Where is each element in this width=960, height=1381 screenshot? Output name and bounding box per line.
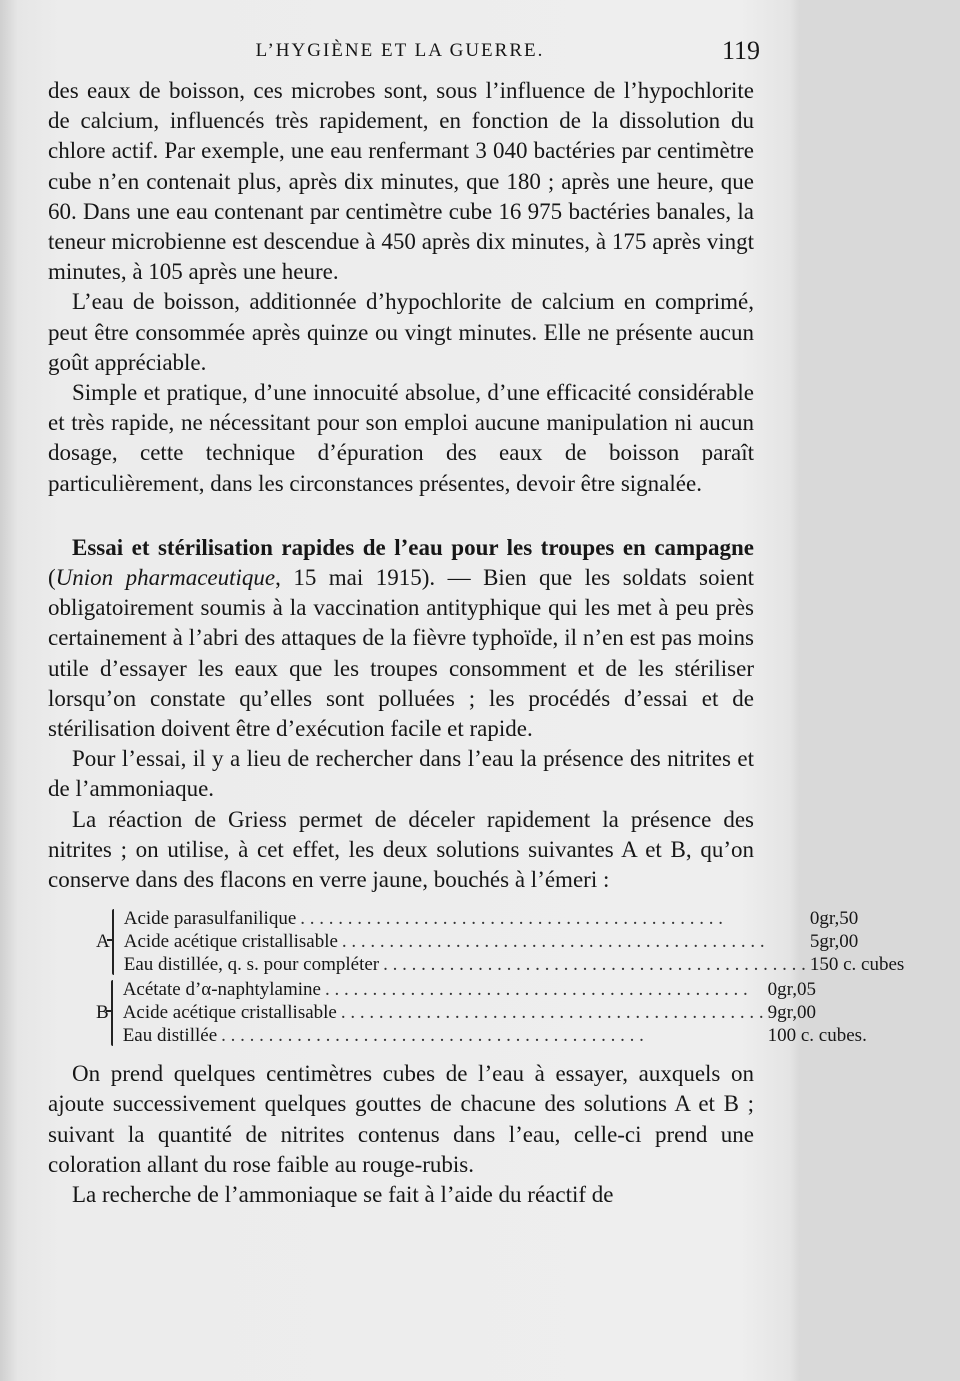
solution-a-items [124,907,960,976]
solution-b-brace [111,980,113,1046]
paragraph-8: La recherche de l’ammoniaque se fait à l’aide du réactif de [72,1182,614,1208]
quantity: 150 c. cubes [809,954,905,976]
solution-b-label: B [96,1002,109,1024]
page-header [40,36,760,72]
solution-b-items [123,978,918,1047]
paragraph-2: L’eau de boisson, additionnée d’hypochlorite de calcium en comprimé, peut être consommée après quinze ou vingt minutes. Elle ne présente aucun goût appréciable. [48,289,754,375]
leader-dots [325,978,764,1001]
section-paragraph [48,533,754,744]
formula-row [123,978,918,1001]
section-source-open: ( [48,565,56,591]
quantity: 0gr,05 [767,979,816,1001]
formula-row [124,930,960,953]
section-text: Bien que les soldats soient obligatoirement soumis à la vaccination antityphique qui les met à peu près certainement à l’abri des attaques de la fièvre typhoïde, il n’en est pas moins utile d’essayer les eaux que les troupes consomment et de les stériliser lorsqu’on constate qu’elles sont polluées ; les procédés d’essai et de stérilisation doivent être d’exécution facile et rapide. [48,565,754,742]
quantity: 9gr,00 [767,1002,816,1024]
page-number: 119 [721,36,760,65]
quantity: 5gr,00 [809,931,859,953]
solution-formulas [96,907,905,1047]
paragraph-1: des eaux de boisson, ces microbes sont, sous l’influence de l’hypochlorite de calcium, influencés très rapidement, en fonction de la dissolution du chlore actif. Par exemple, une eau renfermant 3 040 bactéries par centimètre cube n’en contenait plus, après dix minutes, que 180 ; après une heure, que 60. Dans une eau contenant par centimètre cube 16 975 bactéries banales, la teneur microbienne est descendue à 450 après dix minutes, à 175 après vingt minutes, à 105 après une heure. [48,78,754,285]
ingredient: Acide parasulfanilique [123,908,297,930]
leader-dots [341,1001,764,1024]
paragraph-5: Pour l’essai, il y a lieu de rechercher dans l’eau la présence des nitrites et de l’ammoniaque. [48,746,754,802]
ingredient: Eau distillée [122,1025,218,1047]
page-body [48,76,905,1210]
quantity: 100 c. cubes. [767,1025,867,1047]
paragraph-6: La réaction de Griess permet de déceler rapidement la présence des nitrites ; on utilise, à cet effet, les deux solutions suivantes A et B, qu’on conserve dans des flacons en verre jaune, bouchés à l’émeri : [48,806,754,893]
paragraph-7: On prend quelques centimètres cubes de l’eau à essayer, auxquels on ajoute successivement quelques gouttes de chacune des solutions A et B ; suivant la quantité de nitrites contenus dans l’eau, celle-ci prend une coloration allant du rose faible au rouge-rubis. [48,1061,754,1177]
quantity: 0gr,50 [809,908,859,930]
leader-dots [221,1024,763,1047]
ingredient: Acétate d’α-naphtylamine [122,979,321,1001]
section-source: Union pharmaceutique [55,565,276,591]
leader-dots [342,930,806,953]
section-source-rest: , 15 mai 1915). — [275,565,484,591]
ingredient: Acide acétique cristallisable [122,1002,337,1024]
formula-row [123,1001,918,1024]
ingredient: Acide acétique cristallisable [123,931,338,953]
formula-row [124,907,960,930]
formula-row [123,1024,918,1047]
formula-row [124,953,960,976]
solution-b [96,978,867,1047]
leader-dots [383,953,806,976]
running-title: L’HYGIÈNE ET LA GUERRE. [255,40,545,61]
solution-a [96,907,905,976]
leader-dots [300,907,806,930]
solution-a-brace [112,909,114,975]
ingredient: Eau distillée, q. s. pour compléter [123,954,380,976]
solution-a-label: A [96,931,110,953]
section-title: Essai et stérilisation rapides de l’eau pour les troupes en campagne [72,534,754,560]
paragraph-3: Simple et pratique, d’une innocuité absolue, d’une efficacité considérable et très rapide, ne nécessitant pour son emploi aucune manipulation ni aucun dosage, cette technique d’épuration des eaux de boisson paraît particulièrement, dans les circonstances présentes, devoir être signalée. [48,380,754,496]
